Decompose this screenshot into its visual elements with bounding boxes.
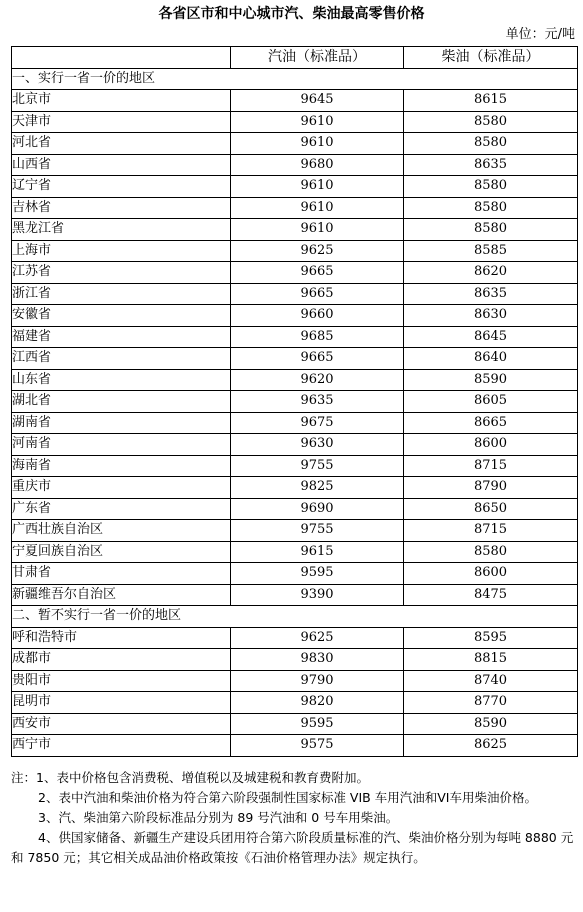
region-name: 贵阳市 <box>12 670 231 692</box>
gasoline-price: 9665 <box>231 348 404 370</box>
footnote-2: 2、表中汽油和柴油价格为符合第六阶段强制性国家标准 VIB 车用汽油和VI车用柴油价格。 <box>38 790 537 805</box>
region-name: 安徽省 <box>12 305 231 327</box>
table-row <box>12 176 578 198</box>
gasoline-price: 9690 <box>231 498 404 520</box>
diesel-price: 8580 <box>404 111 578 133</box>
region-name: 山东省 <box>12 369 231 391</box>
table-row <box>12 584 578 606</box>
page-title: 各省区市和中心城市汽、柴油最高零售价格 <box>158 6 425 22</box>
region-name: 江苏省 <box>12 262 231 284</box>
gasoline-price: 9620 <box>231 369 404 391</box>
gasoline-price: 9610 <box>231 219 404 241</box>
table-row <box>12 197 578 219</box>
diesel-price: 8715 <box>404 520 578 542</box>
region-name: 昆明市 <box>12 692 231 714</box>
region-name: 天津市 <box>12 111 231 133</box>
region-name: 北京市 <box>12 90 231 112</box>
gasoline-price: 9830 <box>231 649 404 671</box>
diesel-price: 8645 <box>404 326 578 348</box>
diesel-price: 8580 <box>404 219 578 241</box>
header-gasoline: 汽油（标准品） <box>231 47 404 69</box>
table-row <box>12 692 578 714</box>
region-name: 吉林省 <box>12 197 231 219</box>
gasoline-price: 9630 <box>231 434 404 456</box>
gasoline-price: 9675 <box>231 412 404 434</box>
gasoline-price: 9680 <box>231 154 404 176</box>
region-name: 福建省 <box>12 326 231 348</box>
region-name: 宁夏回族自治区 <box>12 541 231 563</box>
table-row <box>12 541 578 563</box>
diesel-price: 8595 <box>404 627 578 649</box>
region-name: 辽宁省 <box>12 176 231 198</box>
table-row <box>12 649 578 671</box>
table-row <box>12 735 578 757</box>
diesel-price: 8590 <box>404 369 578 391</box>
section-label: 二、暂不实行一省一价的地区 <box>12 606 578 628</box>
table-row <box>12 498 578 520</box>
table-header-row <box>12 47 578 69</box>
table-row <box>12 477 578 499</box>
diesel-price: 8580 <box>404 197 578 219</box>
table-row <box>12 670 578 692</box>
table-row <box>12 713 578 735</box>
diesel-price: 8585 <box>404 240 578 262</box>
diesel-price: 8740 <box>404 670 578 692</box>
table-row <box>12 90 578 112</box>
gasoline-price: 9610 <box>231 133 404 155</box>
gasoline-price: 9635 <box>231 391 404 413</box>
diesel-price: 8580 <box>404 176 578 198</box>
gasoline-price: 9390 <box>231 584 404 606</box>
diesel-price: 8635 <box>404 283 578 305</box>
region-name: 甘肃省 <box>12 563 231 585</box>
gasoline-price: 9665 <box>231 262 404 284</box>
region-name: 西宁市 <box>12 735 231 757</box>
diesel-price: 8625 <box>404 735 578 757</box>
region-name: 西安市 <box>12 713 231 735</box>
region-name: 湖北省 <box>12 391 231 413</box>
footnotes <box>11 768 577 868</box>
region-name: 黑龙江省 <box>12 219 231 241</box>
table-row <box>12 412 578 434</box>
gasoline-price: 9820 <box>231 692 404 714</box>
header-diesel: 柴油（标准品） <box>404 47 578 69</box>
gasoline-price: 9610 <box>231 197 404 219</box>
gasoline-price: 9685 <box>231 326 404 348</box>
gasoline-price: 9660 <box>231 305 404 327</box>
region-name: 新疆维吾尔自治区 <box>12 584 231 606</box>
diesel-price: 8600 <box>404 563 578 585</box>
footnote-3: 3、汽、柴油第六阶段标准品分别为 89 号汽油和 0 号车用柴油。 <box>38 810 399 825</box>
region-name: 海南省 <box>12 455 231 477</box>
diesel-price: 8580 <box>404 133 578 155</box>
table-row <box>12 391 578 413</box>
gasoline-price: 9665 <box>231 283 404 305</box>
table-row <box>12 326 578 348</box>
table-row <box>12 563 578 585</box>
diesel-price: 8600 <box>404 434 578 456</box>
diesel-price: 8650 <box>404 498 578 520</box>
section-label: 一、实行一省一价的地区 <box>12 68 578 90</box>
gasoline-price: 9755 <box>231 520 404 542</box>
gasoline-price: 9645 <box>231 90 404 112</box>
table-row <box>12 219 578 241</box>
gasoline-price: 9825 <box>231 477 404 499</box>
table-row <box>12 240 578 262</box>
diesel-price: 8640 <box>404 348 578 370</box>
diesel-price: 8635 <box>404 154 578 176</box>
diesel-price: 8630 <box>404 305 578 327</box>
gasoline-price: 9755 <box>231 455 404 477</box>
diesel-price: 8615 <box>404 90 578 112</box>
header-region <box>12 47 231 69</box>
region-name: 山西省 <box>12 154 231 176</box>
region-name: 重庆市 <box>12 477 231 499</box>
footnote-1: 注：1、表中价格包含消费税、增值税以及城建税和教育费附加。 <box>11 770 369 785</box>
table-row <box>12 283 578 305</box>
table-row <box>12 434 578 456</box>
region-name: 河北省 <box>12 133 231 155</box>
region-name: 浙江省 <box>12 283 231 305</box>
table-row <box>12 111 578 133</box>
table-row <box>12 154 578 176</box>
table-row <box>12 262 578 284</box>
diesel-price: 8605 <box>404 391 578 413</box>
diesel-price: 8715 <box>404 455 578 477</box>
region-name: 成都市 <box>12 649 231 671</box>
region-name: 湖南省 <box>12 412 231 434</box>
table-row <box>12 348 578 370</box>
gasoline-price: 9610 <box>231 111 404 133</box>
gasoline-price: 9790 <box>231 670 404 692</box>
diesel-price: 8815 <box>404 649 578 671</box>
table-row <box>12 305 578 327</box>
section-row <box>12 606 578 628</box>
region-name: 江西省 <box>12 348 231 370</box>
region-name: 河南省 <box>12 434 231 456</box>
section-row <box>12 68 578 90</box>
diesel-price: 8770 <box>404 692 578 714</box>
diesel-price: 8665 <box>404 412 578 434</box>
diesel-price: 8590 <box>404 713 578 735</box>
table-row <box>12 627 578 649</box>
table-row <box>12 369 578 391</box>
diesel-price: 8620 <box>404 262 578 284</box>
region-name: 呼和浩特市 <box>12 627 231 649</box>
diesel-price: 8475 <box>404 584 578 606</box>
gasoline-price: 9625 <box>231 627 404 649</box>
table-row <box>12 455 578 477</box>
gasoline-price: 9595 <box>231 563 404 585</box>
diesel-price: 8580 <box>404 541 578 563</box>
table-row <box>12 133 578 155</box>
gasoline-price: 9625 <box>231 240 404 262</box>
gasoline-price: 9610 <box>231 176 404 198</box>
footnote-4: 4、供国家储备、新疆生产建设兵团用符合第六阶段质量标准的汽、柴油价格分别为每吨 8880 元和 7850 元；其它相关成品油价格政策按《石油价格管理办法》规定执行。 <box>11 830 574 865</box>
price-table-body <box>12 47 578 757</box>
diesel-price: 8790 <box>404 477 578 499</box>
region-name: 上海市 <box>12 240 231 262</box>
gasoline-price: 9595 <box>231 713 404 735</box>
region-name: 广西壮族自治区 <box>12 520 231 542</box>
gasoline-price: 9575 <box>231 735 404 757</box>
region-name: 广东省 <box>12 498 231 520</box>
unit-label: 单位：元/吨 <box>505 27 575 42</box>
price-table <box>11 46 578 757</box>
table-row <box>12 520 578 542</box>
gasoline-price: 9615 <box>231 541 404 563</box>
